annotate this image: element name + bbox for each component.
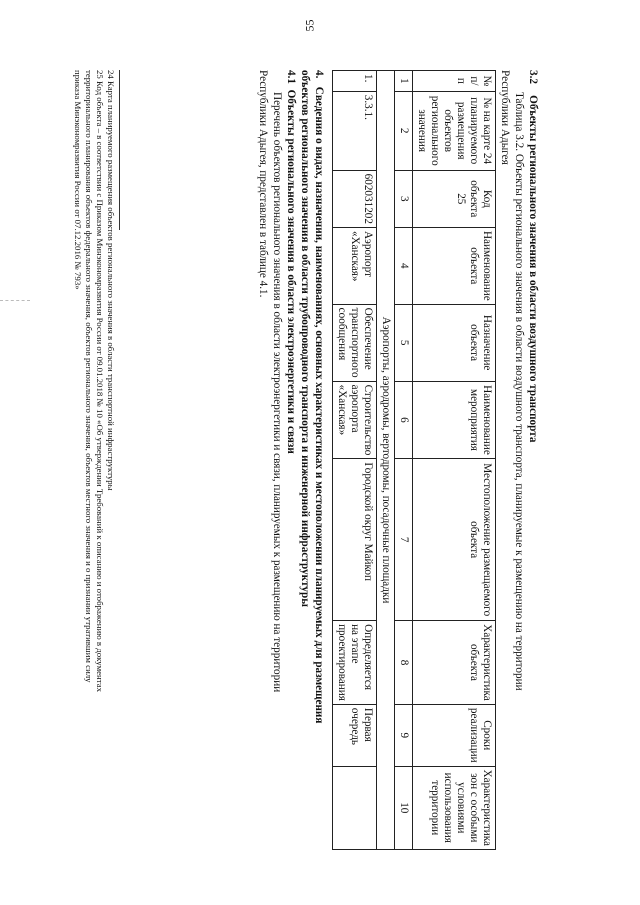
row-cell: Первая очередь [333, 704, 377, 766]
footnote-25: 25 Код объекта – в соответствии с Приказом Минэкономразвития России от 09.01.2018 № 10 «Об утверждении Требований к описанию и отображению в документах [95, 70, 105, 693]
header-cell: Наименование объекта [413, 227, 496, 304]
column-number: 7 [395, 459, 413, 621]
footnote-rule [119, 70, 120, 230]
footnote-24: 24 Карта планируемого размещения объектов регионального значения в области транспортной инфраструктуры [106, 70, 116, 491]
header-cell: Наименование мероприятия [413, 381, 496, 459]
header-cell: Характеристика объекта [413, 621, 496, 705]
footnote-25-cont2: приказа Минэкономразвития России от 07.12.2016 № 793» [73, 70, 83, 290]
header-cell: № на карте 24 планируемого размещения объектов регионального значения [413, 91, 496, 170]
objects-table [332, 70, 496, 850]
page-number: 55 [302, 19, 317, 32]
header-cell: № п/п [413, 71, 496, 92]
table-row [333, 71, 377, 850]
row-cell: Строительство аэропорта «Ханская» [333, 381, 377, 459]
row-cell: Обеспечение транспортного сообщения [333, 304, 377, 381]
table-caption-line1: Таблица 3.2. Объекты регионального значения в области воздушного транспорта, планируемые к размещению на территории [513, 92, 525, 691]
row-cell: Определяется на этапе проектирования [333, 621, 377, 705]
table-group-row [377, 71, 395, 850]
section-number: 4.1 [285, 70, 297, 84]
table-caption-line2: Республики Адыгея [499, 70, 511, 165]
row-cell: 3.3.1. [333, 91, 377, 170]
paragraph-line2: Республики Адыгея, представлен в таблице 4.1. [257, 70, 269, 298]
column-number: 3 [395, 170, 413, 227]
header-cell: Код объекта 25 [413, 170, 496, 227]
section-4-1-heading [284, 70, 298, 850]
group-label: Аэропорты, аэродромы, вертодромы, посадочные площадки [377, 71, 395, 850]
section-number: 4. [313, 70, 325, 79]
section-4-heading-line2: объектов регионального значения в области трубопроводного транспорта и инженерной инфраструктуры [299, 70, 311, 607]
row-cell: 602031202 [333, 170, 377, 227]
table-header-row [413, 71, 496, 850]
section-title: Объекты регионального значения в области воздушного транспорта [527, 95, 539, 443]
footnotes [72, 70, 116, 840]
section-title: Объекты регионального значения в области электроэнергетики и связи [285, 89, 297, 454]
row-cell: Городской округ Майкоп [333, 459, 377, 621]
paragraph-line1: Перечень объектов регионального значения в области электроэнергетики и связи, планируемых к размещению на территории [271, 92, 283, 693]
page-content [256, 70, 540, 850]
header-cell: Местоположение размещаемого объекта [413, 459, 496, 621]
row-cell [333, 766, 377, 849]
section-3-2-heading [526, 70, 540, 850]
header-cell: Сроки реализации [413, 704, 496, 766]
header-cell: Назначение объекта [413, 304, 496, 381]
table-number-row [395, 71, 413, 850]
column-number: 6 [395, 381, 413, 459]
column-number: 8 [395, 621, 413, 705]
column-number: 5 [395, 304, 413, 381]
section-number: 3.2 [527, 70, 539, 84]
section-4-heading [312, 70, 326, 850]
section-title: Сведения о видах, назначении, наименованиях, основных характеристиках и местоположении планируемых для размещения [313, 86, 325, 724]
column-number: 4 [395, 227, 413, 304]
footnote-25-cont: территориального планирования объектов федерального значения, объектов регионального значения, объектов местного значения и о признании утратившим силу [84, 70, 94, 683]
header-cell: Характеристика зон с особыми условиями использования территории [413, 766, 496, 849]
row-cell: 1. [333, 71, 377, 92]
row-cell: Аэропорт «Ханская» [333, 227, 377, 304]
column-number: 10 [395, 766, 413, 849]
column-number: 1 [395, 71, 413, 92]
column-number: 9 [395, 704, 413, 766]
column-number: 2 [395, 91, 413, 170]
